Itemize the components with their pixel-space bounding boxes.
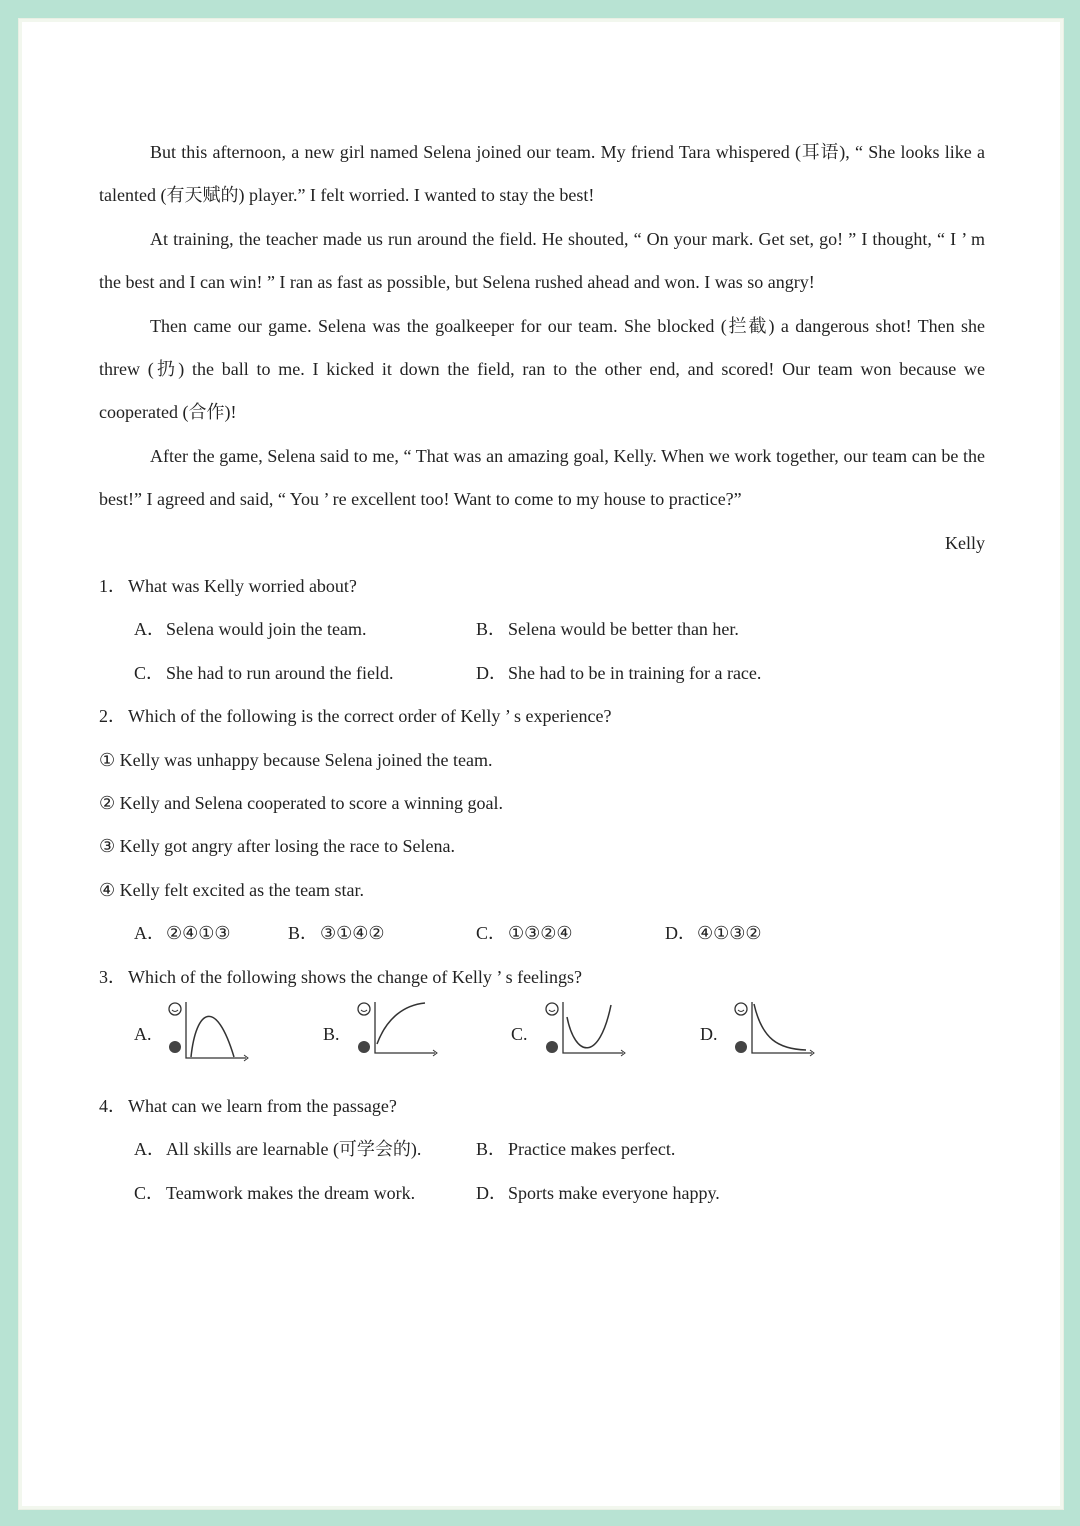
curve-rising <box>377 1003 425 1044</box>
option-d[interactable]: D．④①③② <box>665 923 762 944</box>
passage-paragraph: At training, the teacher made us run around the field. He shouted, “ On your mark. Get set, go! ” I thought, “ I ’ m the best and I can win! ” I ran as fast as possible, but Selena rushed ahead and won. I was so angry! <box>99 228 985 293</box>
question-3-graph-options: A. B. C. D. <box>99 999 985 1085</box>
option-b[interactable]: B． Selena would be better than her. <box>476 619 739 640</box>
option-b[interactable]: B． ③①④② <box>288 923 385 944</box>
question-text: What can we learn from the passage? <box>128 1096 397 1117</box>
question-3 <box>99 956 985 999</box>
feeling-graph-b <box>353 999 443 1065</box>
curve-fall-then-rise <box>567 1005 611 1048</box>
question-4 <box>99 1085 985 1128</box>
question-number: 2． <box>99 706 126 727</box>
curve-rise-then-fall <box>191 1016 234 1057</box>
passage-signature: Kelly <box>945 532 985 553</box>
question-1-options-row-1 <box>99 608 985 651</box>
question-2-options <box>99 912 985 955</box>
question-number: 3． <box>99 966 126 987</box>
passage-paragraph: Then came our game. Selena was the goalkeeper for our team. She blocked (拦截) a dangerous shot! Then she threw (扔) the ball to me. I kicked it down the field, ran to the other end, and scored! Our team won because we cooperated (合作)! <box>99 315 985 423</box>
feeling-graph-c <box>541 999 631 1065</box>
option-d[interactable]: D．She had to be in training for a race. <box>476 662 762 683</box>
option-c[interactable]: C． She had to run around the field. <box>134 662 394 683</box>
curve-falling <box>754 1004 806 1050</box>
passage-paragraph: After the game, Selena said to me, “ That was an amazing goal, Kelly. When we work together, our team can be the best!” I agreed and said, “ You ’ re excellent too! Want to come to my house to practice?” <box>99 445 985 510</box>
feeling-graph-a <box>164 999 254 1065</box>
option-a[interactable]: A．Selena would join the team. <box>134 619 367 640</box>
question-number: 4． <box>99 1096 126 1117</box>
feeling-graph-d <box>730 999 820 1065</box>
worksheet-page <box>18 18 1064 1510</box>
question-1 <box>99 565 985 608</box>
statement-1: ① Kelly was unhappy because Selena joined the team. <box>99 749 493 770</box>
option-b[interactable]: B． Practice makes perfect. <box>476 1139 676 1160</box>
question-1-options-row-2 <box>99 652 985 695</box>
option-a[interactable]: A．②④①③ <box>134 923 231 944</box>
question-4-options-row-2 <box>99 1172 985 1215</box>
question-number: 1． <box>99 576 126 597</box>
worksheet-content <box>99 131 985 1215</box>
option-c[interactable]: C． Teamwork makes the dream work. <box>134 1182 416 1203</box>
question-2 <box>99 695 985 738</box>
statement-2: ② Kelly and Selena cooperated to score a winning goal. <box>99 793 504 814</box>
option-a[interactable]: A．All skills are learnable (可学会的). <box>134 1139 422 1160</box>
question-text: Which of the following shows the change of Kelly ’ s feelings? <box>128 966 583 987</box>
question-4-options-row-1 <box>99 1128 985 1171</box>
question-text: What was Kelly worried about? <box>128 576 357 597</box>
question-text: Which of the following is the correct order of Kelly ’ s experience? <box>128 706 612 727</box>
option-d[interactable]: D．Sports make everyone happy. <box>476 1182 720 1203</box>
passage-paragraph: But this afternoon, a new girl named Selena joined our team. My friend Tara whispered (耳语), “ She looks like a talented (有天赋的) player.” I felt worried. I wanted to stay the best! <box>99 142 985 206</box>
statement-3: ③ Kelly got angry after losing the race to Selena. <box>99 836 456 857</box>
statement-4: ④ Kelly felt excited as the team star. <box>99 879 365 900</box>
option-c[interactable]: C． ①③②④ <box>476 923 573 944</box>
